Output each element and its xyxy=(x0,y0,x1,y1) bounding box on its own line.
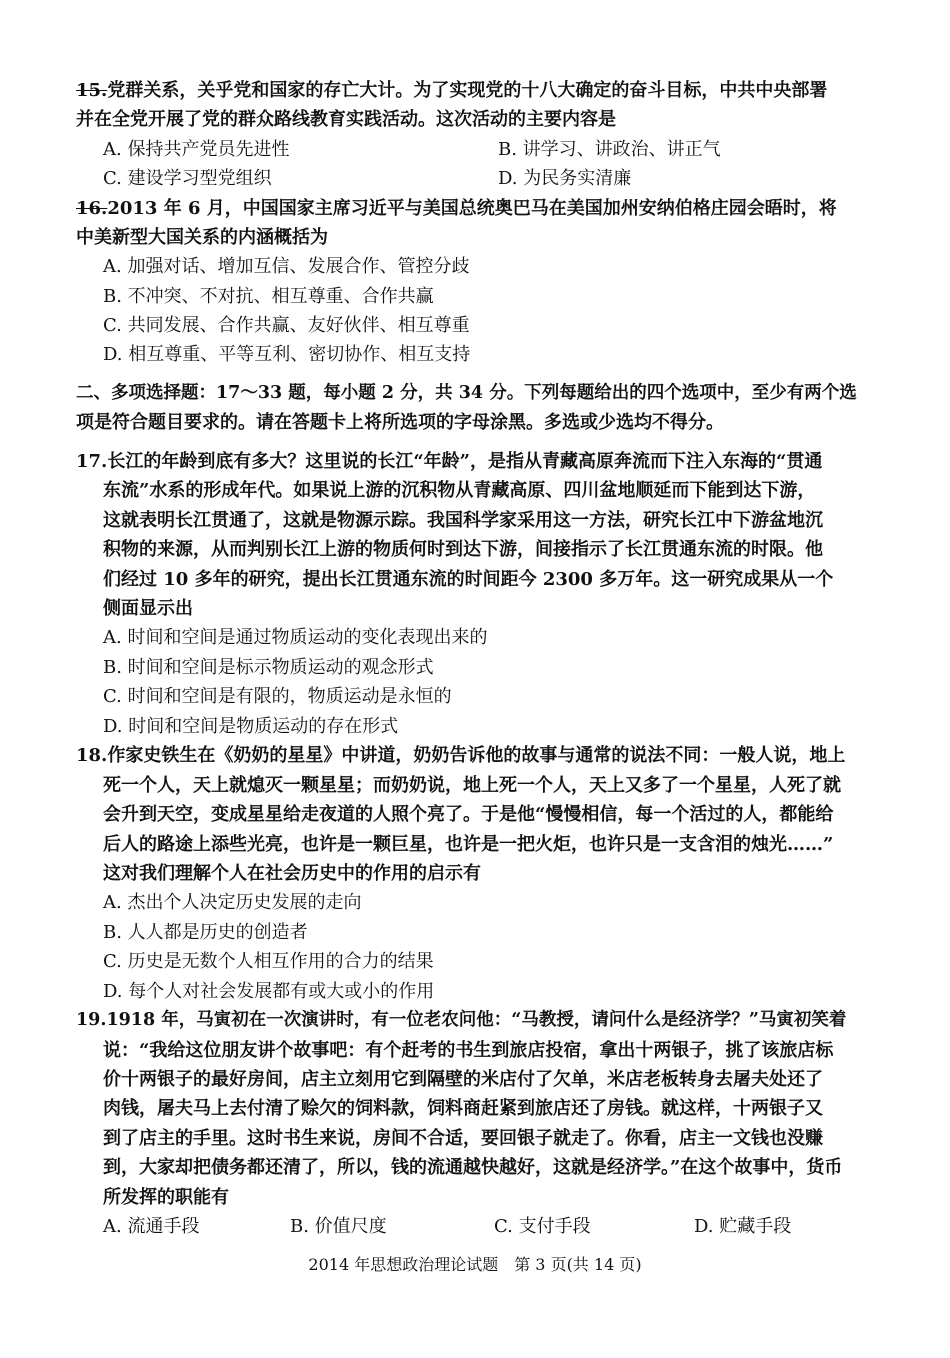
q17-stem-line-5: 们经过 10 多年的研究，提出长江贯通东流的时间距今 2300 多万年。这一研究成果从一个 xyxy=(103,569,834,590)
q18-option-b: B. 人人都是历史的创造者 xyxy=(103,922,308,943)
q16-stem-line-2: 中美新型大国关系的内涵概括为 xyxy=(76,227,328,248)
q15-stem-line-2: 并在全党开展了党的群众路线教育实践活动。这次活动的主要内容是 xyxy=(76,109,616,130)
q17-option-a: A. 时间和空间是通过物质运动的变化表现出来的 xyxy=(103,627,488,648)
q15-option-c: C. 建设学习型党组织 xyxy=(103,168,272,189)
q19-option-a: A. 流通手段 xyxy=(103,1216,200,1237)
q15-stem-line-1: 15.党群关系，关乎党和国家的存亡大计。为了实现党的十八大确定的奋斗目标，中共中央部署 xyxy=(76,80,828,101)
q16-option-d: D. 相互尊重、平等互利、密切协作、相互支持 xyxy=(103,344,471,365)
q16-option-c: C. 共同发展、合作共赢、友好伙伴、相互尊重 xyxy=(103,315,470,336)
q15-number: 15. xyxy=(76,80,108,101)
q15-option-b: B. 讲学习、讲政治、讲正气 xyxy=(498,139,721,160)
section2-heading-line-2: 项是符合题目要求的。请在答题卡上将所选项的字母涂黑。多选或少选均不得分。 xyxy=(76,412,724,433)
q16-option-b: B. 不冲突、不对抗、相互尊重、合作共赢 xyxy=(103,286,434,307)
q17-option-d: D. 时间和空间是物质运动的存在形式 xyxy=(103,716,399,737)
q19-stem-line-2: 说：“我给这位朋友讲个故事吧：有个赶考的书生到旅店投宿，拿出十两银子，挑了该旅店标 xyxy=(103,1040,834,1061)
q15-option-a: A. 保持共产党员先进性 xyxy=(103,139,290,160)
q17-stem-line-6: 侧面显示出 xyxy=(103,598,193,619)
q18-stem-line-5: 这对我们理解个人在社会历史中的作用的启示有 xyxy=(103,863,481,884)
q19-stem-line-7: 所发挥的职能有 xyxy=(103,1187,229,1208)
q19-option-d: D. 贮藏手段 xyxy=(694,1216,792,1237)
q18-option-a: A. 杰出个人决定历史发展的走向 xyxy=(103,892,362,913)
q18-number: 18. xyxy=(76,745,108,766)
q19-stem-line-4: 肉钱，屠夫马上去付清了赊欠的饲料款，饲料商赶紧到旅店还了房钱。就这样，十两银子又 xyxy=(103,1098,823,1119)
q16-number: 16. xyxy=(76,198,108,219)
page-footer: 2014 年思想政治理论试题 第 3 页(共 14 页) xyxy=(308,1255,642,1274)
q18-stem-line-4: 后人的路途上添些光亮，也许是一颗巨星，也许是一把火炬，也许只是一支含泪的烛光……” xyxy=(103,834,834,855)
q18-stem-line-2: 死一个人，天上就熄灭一颗星星；而奶奶说，地上死一个人，天上又多了一个星星，人死了就 xyxy=(103,775,841,796)
q17-option-c: C. 时间和空间是有限的，物质运动是永恒的 xyxy=(103,686,452,707)
q18-stem-line-1: 18.作家史铁生在《奶奶的星星》中讲道，奶奶告诉他的故事与通常的说法不同：一般人说，地上 xyxy=(76,745,846,766)
q18-option-d: D. 每个人对社会发展都有或大或小的作用 xyxy=(103,981,435,1002)
q18-option-c: C. 历史是无数个人相互作用的合力的结果 xyxy=(103,951,434,972)
q18-stem-line-3: 会升到天空，变成星星给走夜道的人照个亮了。于是他“慢慢相信，每一个活过的人，都能给 xyxy=(103,804,834,825)
q19-stem-line-3: 价十两银子的最好房间，店主立刻用它到隔壁的米店付了欠单，米店老板转身去屠夫处还了 xyxy=(103,1069,823,1090)
q19-option-b: B. 价值尺度 xyxy=(290,1216,387,1237)
q19-option-c: C. 支付手段 xyxy=(494,1216,591,1237)
q15-option-d: D. 为民务实清廉 xyxy=(498,168,632,189)
q19-stem-line-1: 19.1918 年，马寅初在一次演讲时，有一位老农问他：“马教授，请问什么是经济学？”马寅初笑着 xyxy=(76,1010,847,1030)
q17-stem-line-2: 东流”水系的形成年代。如果说上游的沉积物从青藏高原、四川盆地顺延而下能到达下游， xyxy=(103,480,816,501)
q16-stem-line-1: 16.2013 年 6 月，中国国家主席习近平与美国总统奥巴马在美国加州安纳伯格庄园会晤时，将 xyxy=(76,198,837,219)
q19-stem-line-5: 到了店主的手里。这时书生来说，房间不合适，要回银子就走了。你看，店主一文钱也没赚 xyxy=(103,1128,823,1149)
q19-stem-line-6: 到，大家却把债务都还清了，所以，钱的流通越快越好，这就是经济学。”在这个故事中，货币 xyxy=(103,1157,843,1178)
q17-number: 17. xyxy=(76,451,108,472)
section2-heading-line-1: 二、多项选择题：17～33 题，每小题 2 分，共 34 分。下列每题给出的四个选项中，至少有两个选 xyxy=(76,383,857,403)
q17-option-b: B. 时间和空间是标示物质运动的观念形式 xyxy=(103,657,434,678)
q16-option-a: A. 加强对话、增加互信、发展合作、管控分歧 xyxy=(103,256,470,277)
q17-stem-line-3: 这就表明长江贯通了，这就是物源示踪。我国科学家采用这一方法，研究长江中下游盆地沉 xyxy=(103,510,823,531)
q19-number: 19. xyxy=(76,1010,107,1030)
q17-stem-line-1: 17.长江的年龄到底有多大？这里说的长江“年龄”，是指从青藏高原奔流而下注入东海的“贯通 xyxy=(76,451,823,472)
q17-stem-line-4: 积物的来源，从而判别长江上游的物质何时到达下游，间接指示了长江贯通东流的时限。他 xyxy=(103,539,823,560)
